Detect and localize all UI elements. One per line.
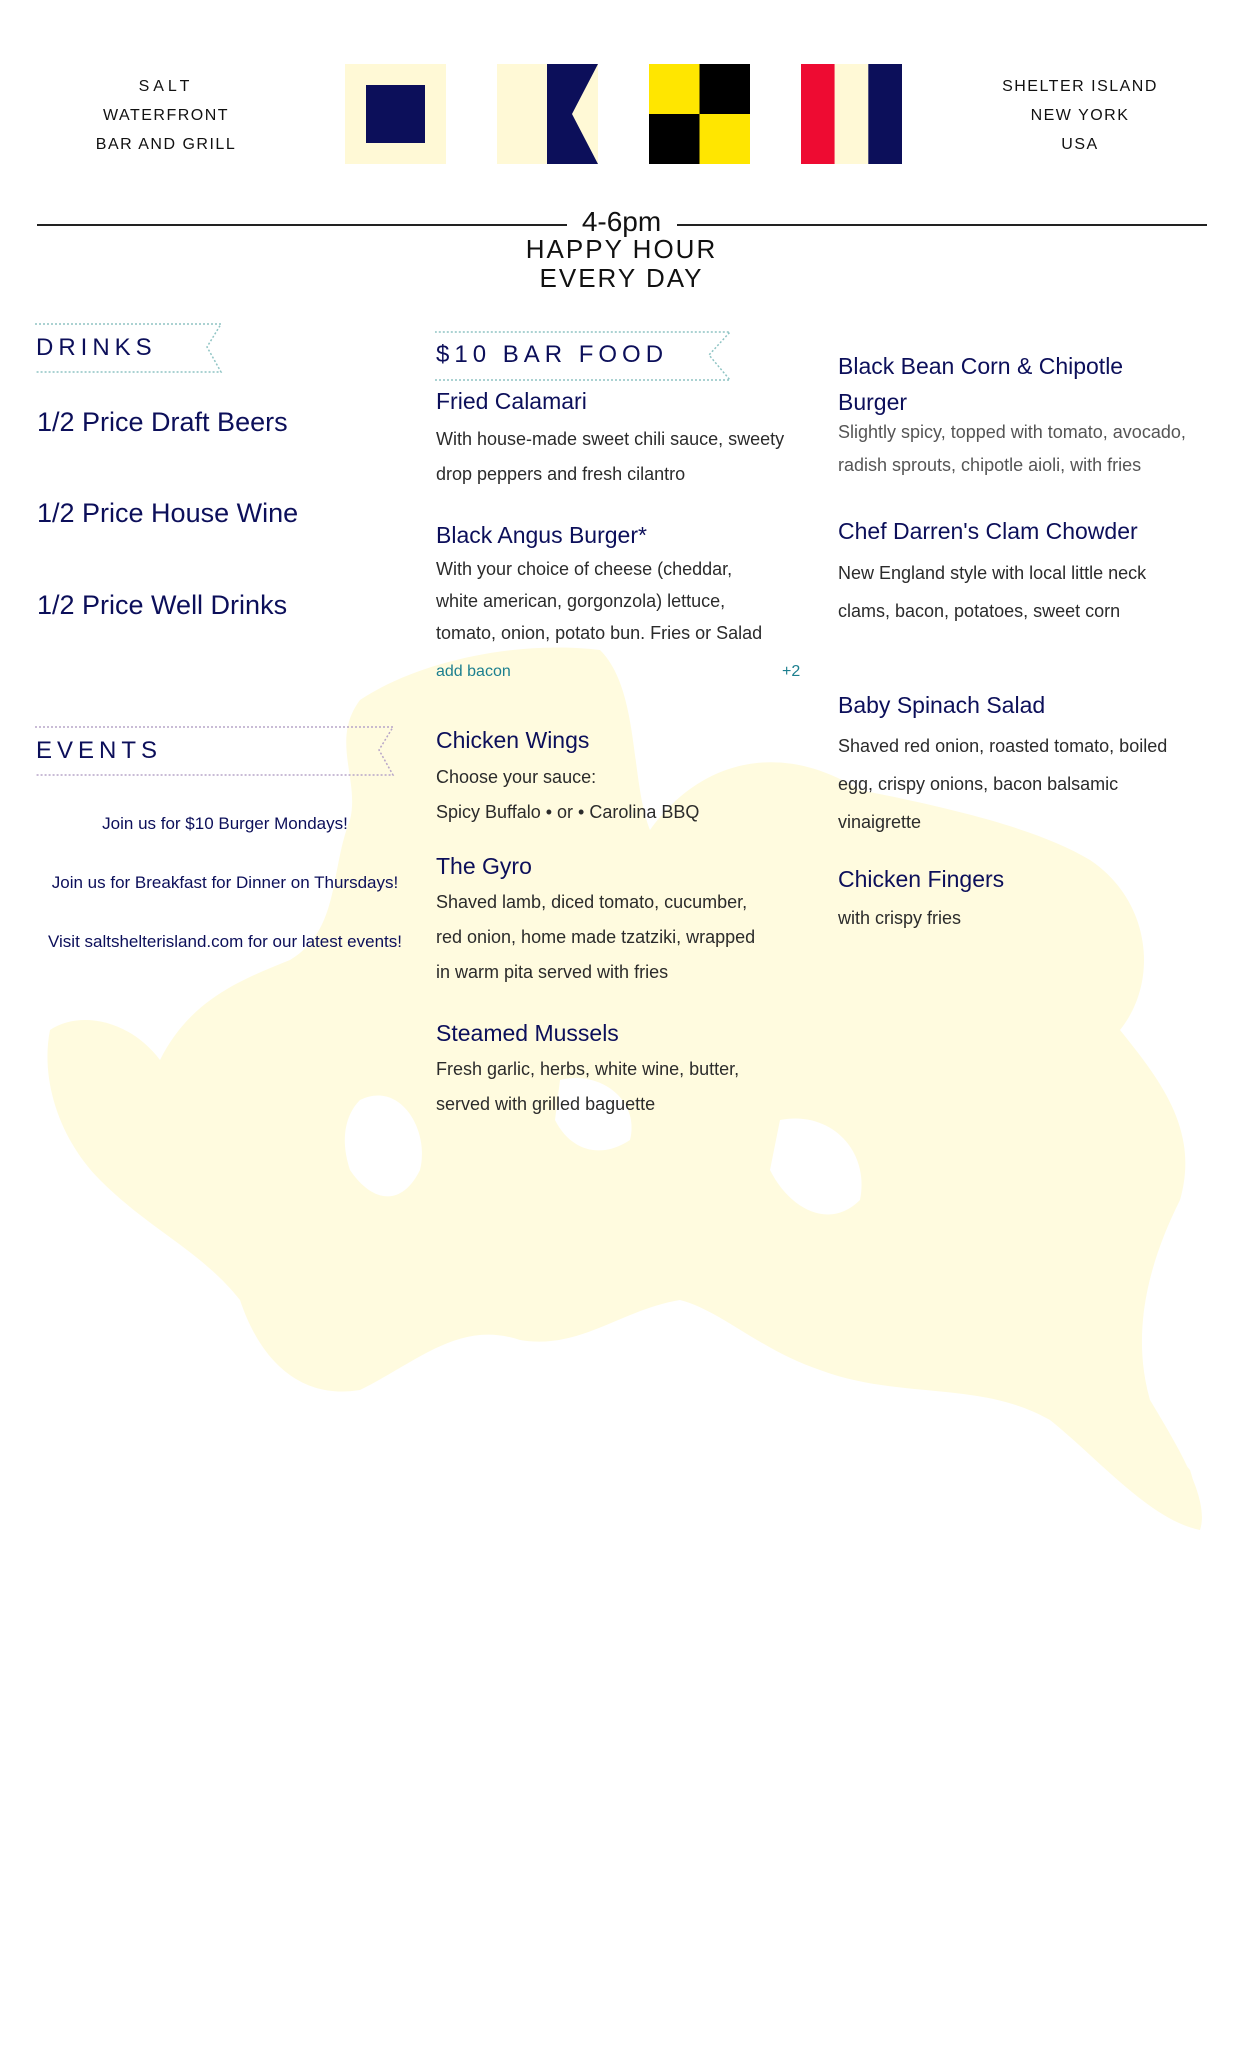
description-line: tomato, onion, potato bun. Fries or Salad xyxy=(436,623,763,643)
item-title xyxy=(838,348,1123,420)
item-title-line: Burger xyxy=(838,389,908,415)
location-line: SHELTER ISLAND xyxy=(1002,78,1158,95)
drink-item: 1/2 Price House Wine xyxy=(37,498,299,528)
description-line: New England style with local little neck xyxy=(838,563,1147,583)
description-line: served with grilled baguette xyxy=(436,1094,656,1114)
location xyxy=(970,72,1190,159)
happy-hour-title: HAPPY HOUR xyxy=(525,234,718,264)
nautical-flag-s-logo xyxy=(345,64,446,164)
restaurant-name xyxy=(56,72,276,159)
description-line: Shaved red onion, roasted tomato, boiled xyxy=(838,736,1168,756)
item-description xyxy=(838,554,1146,630)
location-line: USA xyxy=(1061,136,1099,153)
location-line: NEW YORK xyxy=(1030,107,1130,124)
event-item: Join us for $10 Burger Mondays! xyxy=(102,814,348,833)
description-line: red onion, home made tzatziki, wrapped xyxy=(436,927,756,947)
happy-hour-time: 4-6pm xyxy=(581,206,662,237)
description-line: Fresh garlic, herbs, white wine, butter, xyxy=(436,1059,740,1079)
happy-hour-subtitle: EVERY DAY xyxy=(539,263,704,293)
events-heading: EVENTS xyxy=(36,737,163,764)
addon-label: add bacon xyxy=(436,663,511,680)
nautical-flag-t-logo xyxy=(801,64,902,164)
item-title: Baby Spinach Salad xyxy=(838,692,1046,718)
item-title: Fried Calamari xyxy=(436,388,587,414)
description-line: white american, gorgonzola) lettuce, xyxy=(436,591,726,611)
restaurant-name-line: WATERFRONT xyxy=(102,107,230,124)
description-line: in warm pita served with fries xyxy=(436,962,669,982)
item-description xyxy=(436,760,699,830)
item-description xyxy=(436,1052,739,1122)
item-description xyxy=(838,901,961,936)
event-item: Join us for Breakfast for Dinner on Thursdays! xyxy=(51,873,399,892)
drinks-heading: DRINKS xyxy=(36,334,157,361)
addon-price: +2 xyxy=(782,663,801,680)
description-line: with crispy fries xyxy=(838,908,962,928)
item-title: Steamed Mussels xyxy=(436,1020,619,1046)
nautical-flag-a-logo xyxy=(497,64,598,164)
description-line: Slightly spicy, topped with tomato, avocado, xyxy=(838,422,1186,442)
description-line: Shaved lamb, diced tomato, cucumber, xyxy=(436,892,748,912)
item-title: Black Angus Burger* xyxy=(436,522,647,548)
item-title-line: Black Bean Corn & Chipotle xyxy=(838,353,1124,379)
item-description xyxy=(838,727,1167,841)
event-link[interactable]: Visit saltshelterisland.com for our latest events! xyxy=(47,932,402,951)
item-description xyxy=(436,885,755,990)
description-line: drop peppers and fresh cilantro xyxy=(436,464,686,484)
description-line: Choose your sauce: xyxy=(436,767,597,787)
description-line: With your choice of cheese (cheddar, xyxy=(436,559,733,579)
nautical-flag-l-logo xyxy=(649,64,750,164)
restaurant-name-line: SALT xyxy=(138,78,194,95)
description-line: Spicy Buffalo • or • Carolina BBQ xyxy=(436,802,700,822)
restaurant-name-line: BAR AND GRILL xyxy=(95,136,237,153)
item-title: Chicken Fingers xyxy=(838,866,1005,892)
bar-food-heading: $10 BAR FOOD xyxy=(436,341,669,368)
drink-item: 1/2 Price Well Drinks xyxy=(37,590,288,620)
description-line: egg, crispy onions, bacon balsamic xyxy=(838,774,1119,794)
item-title: Chicken Wings xyxy=(436,727,590,753)
item-description xyxy=(436,422,784,492)
description-line: vinaigrette xyxy=(838,812,922,832)
description-line: radish sprouts, chipotle aioli, with fries xyxy=(838,455,1142,475)
item-description xyxy=(436,553,762,649)
drink-item: 1/2 Price Draft Beers xyxy=(37,407,288,437)
item-description xyxy=(838,416,1186,482)
item-title: Chef Darren's Clam Chowder xyxy=(838,518,1138,544)
description-line: With house-made sweet chili sauce, sweety xyxy=(436,429,785,449)
description-line: clams, bacon, potatoes, sweet corn xyxy=(838,601,1121,621)
item-title: The Gyro xyxy=(436,853,532,879)
